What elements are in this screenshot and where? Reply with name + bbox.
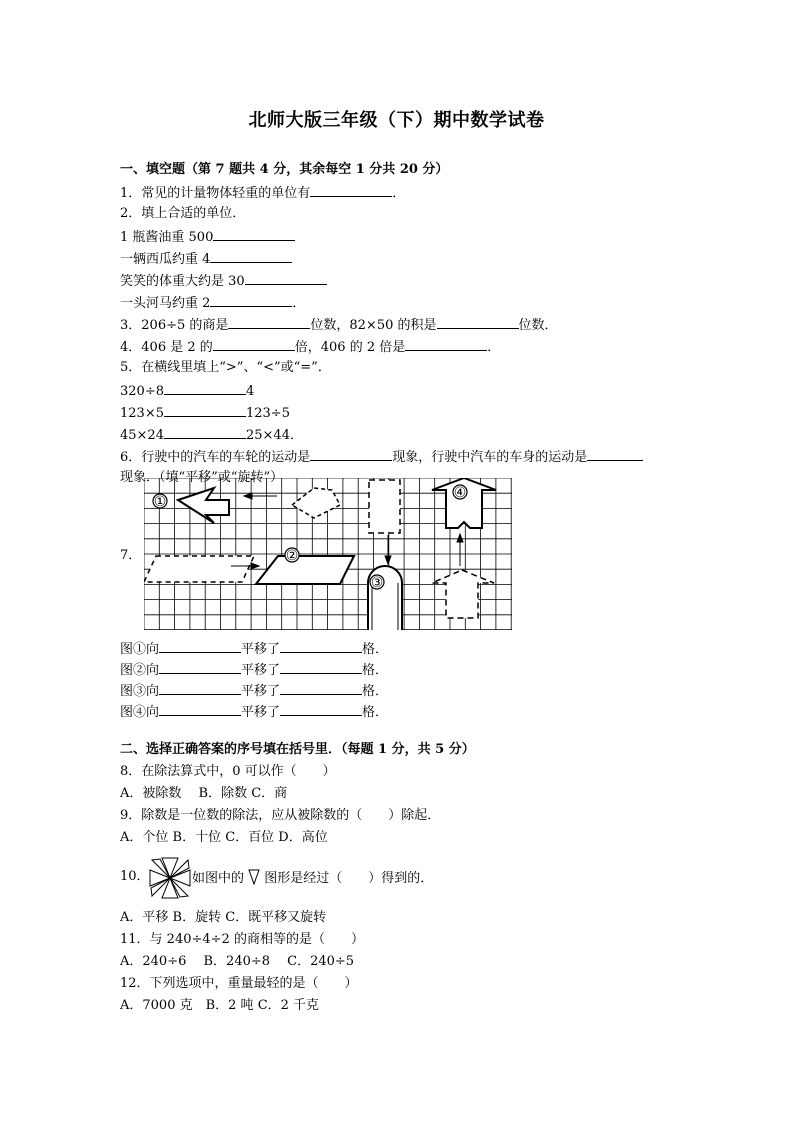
blank[interactable] bbox=[280, 640, 362, 653]
fig-row-1: 图①向 平移了 格． bbox=[120, 642, 389, 657]
question-8: 8．在除法算式中，0 可以作（ ） bbox=[120, 764, 336, 779]
question-6: 6．行驶中的汽车的车轮的运动是 现象，行驶中汽车的车身的运动是 bbox=[120, 448, 643, 466]
question-4: 4．406 是 2 的 倍，406 的 2 倍是 ． bbox=[120, 340, 501, 355]
blank[interactable] bbox=[159, 661, 241, 674]
blank[interactable] bbox=[213, 338, 295, 351]
figure-label-4: ④ bbox=[453, 485, 467, 501]
figure-label-3: ③ bbox=[370, 575, 384, 591]
fig-row-3: 图③向 平移了 格． bbox=[120, 684, 389, 699]
blank[interactable] bbox=[587, 448, 643, 461]
question-6-cont: 现象．（填“平移”或“旋转”） bbox=[120, 470, 284, 485]
pinwheel-figure bbox=[148, 856, 192, 900]
arrow-head-2 bbox=[251, 563, 259, 569]
question-1: 1．常见的计量物体轻重的单位有 ． bbox=[120, 186, 406, 201]
question-10: 如图中的 图形是经过（ ）得到的． bbox=[192, 871, 434, 886]
question-9-options: A．个位 B．十位 C．百位 D．高位 bbox=[120, 830, 328, 845]
question-7: 7． bbox=[120, 548, 142, 563]
question-10-options: A．平移 B．旋转 C．既平移又旋转 bbox=[120, 910, 327, 925]
question-2b: 一辆西瓜约重 4 bbox=[120, 250, 292, 268]
question-2a: 1 瓶酱油重 500 bbox=[120, 228, 295, 246]
question-2d: 一头河马约重 2 ． bbox=[120, 296, 306, 311]
translation-figure bbox=[144, 478, 512, 634]
blank[interactable] bbox=[164, 382, 246, 395]
arrow-head-4 bbox=[457, 534, 463, 542]
figure-label-1: ① bbox=[153, 494, 167, 510]
page-title: 北师大版三年级（下）期中数学试卷 bbox=[248, 110, 545, 131]
blank[interactable] bbox=[437, 316, 519, 329]
arrow-head-3 bbox=[385, 556, 391, 564]
question-10-number: 10． bbox=[120, 869, 150, 884]
question-9: 9．除数是一位数的除法，应从被除数的（ ）除起． bbox=[120, 808, 441, 823]
blank[interactable] bbox=[164, 404, 246, 417]
blank[interactable] bbox=[210, 250, 292, 263]
question-2c: 笑笑的体重大约是 30 bbox=[120, 272, 327, 290]
question-12: 12．下列选项中，重量最轻的是（ ） bbox=[120, 976, 358, 991]
figure-4-dashed bbox=[432, 570, 494, 618]
question-5: 5．在横线里填上“>”、“<”或“=”． bbox=[120, 360, 331, 375]
question-5b: 123×5 123÷5 bbox=[120, 406, 290, 421]
blank[interactable] bbox=[405, 338, 487, 351]
blank[interactable] bbox=[280, 682, 362, 695]
figure-label-2: ② bbox=[285, 548, 299, 564]
arrow-head-1 bbox=[244, 493, 252, 499]
blank[interactable] bbox=[228, 316, 310, 329]
question-5a: 320÷8 4 bbox=[120, 384, 255, 399]
question-11-options: A．240÷6 B．240÷8 C．240÷5 bbox=[120, 954, 355, 969]
question-3: 3．206÷5 的商是 位数，82×50 的积是 位数． bbox=[120, 318, 558, 333]
figure-2-dashed bbox=[144, 556, 254, 582]
blank[interactable] bbox=[159, 682, 241, 695]
question-5c: 45×24 25×44． bbox=[120, 428, 303, 443]
triangle-icon bbox=[248, 869, 260, 885]
question-8-options: A．被除数 B．除数 C．商 bbox=[120, 786, 288, 801]
blank[interactable] bbox=[164, 426, 246, 439]
blank[interactable] bbox=[159, 703, 241, 716]
blank[interactable] bbox=[159, 640, 241, 653]
blank[interactable] bbox=[245, 272, 327, 285]
blank[interactable] bbox=[280, 703, 362, 716]
question-11: 11．与 240÷4÷2 的商相等的是（ ） bbox=[120, 932, 364, 947]
section1-header: 一、填空题（第 7 题共 4 分，其余每空 1 分共 20 分） bbox=[120, 162, 449, 177]
question-2: 2．填上合适的单位． bbox=[120, 206, 246, 221]
blank[interactable] bbox=[210, 294, 292, 307]
figure-3-dashed bbox=[369, 480, 400, 533]
question-12-options: A．7000 克 B．2 吨 C．2 千克 bbox=[120, 998, 320, 1013]
blank[interactable] bbox=[310, 184, 392, 197]
fig-row-2: 图②向 平移了 格． bbox=[120, 663, 389, 678]
figure-1-dashed bbox=[292, 488, 340, 518]
blank[interactable] bbox=[280, 661, 362, 674]
section2-header: 二、选择正确答案的序号填在括号里．（每题 1 分，共 5 分） bbox=[120, 742, 475, 757]
blank[interactable] bbox=[213, 228, 295, 241]
grid-figure-svg bbox=[144, 478, 512, 630]
blank[interactable] bbox=[310, 448, 392, 461]
fig-row-4: 图④向 平移了 格． bbox=[120, 705, 389, 720]
figure-2-shape bbox=[256, 556, 354, 584]
